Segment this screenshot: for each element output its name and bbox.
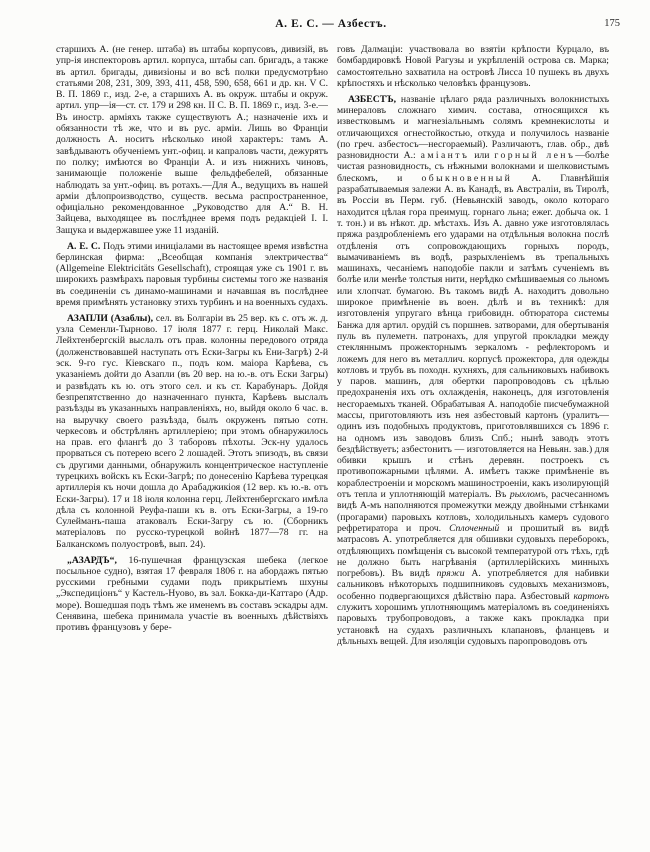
- article-azard-continuation: [337, 44, 609, 89]
- text-segment: говъ Далмаціи: участвовала во взятіи крѣпости Курцало, въ бомбардировкѣ Новой Рагузы и укрѣпленій острова св. Марка; самостоятельно захватила на островѣ Лисса 10 пушекъ въ двухъ крѣпостяхъ и нѣсколько человѣкъ французовъ.: [337, 44, 609, 89]
- text-segment: Подъ этими иниціалами въ настоящее время извѣстна берлинская фирма: „Всеобщая компанія электричества“ (Allgemeine Elektricitäts Gesellschaft), строящая уже съ 1901 г. въ широкихъ размѣрахъ паровыя турбины системы того же названія въ соединеніи съ динамо-машинами и начавшая въ послѣднее время примѣнять установку этихъ турбинъ и на военныхъ судахъ.: [56, 240, 328, 309]
- right-column: [337, 44, 609, 647]
- text-segment: старшихъ А. (не генер. штаба) въ штабы корпусовъ, дивизій, въ упр-ія инспекторовъ артил. корпуса, штабы сап. бригадъ, а также въ артил. бригады, дивизіоны и во всѣ полки предусмотрѣно статьями 208, 231, 309, 393, 411, 458, 590, 658, 661 и др. кн. V С. В. П. 1869 г., изд. 2-е, а старшихъ А. въ окруж. штабы и окруж. артил. упр—ія—ст. ст. 179 и 298 кн. II С. В. П. 1869 г., изд. 3-е.—Въ иностр. арміяхъ также существуютъ А.; назначеніе ихъ и обязанности тѣ же, что и въ рус. арміи. Лишь во Франціи должность А. носитъ нѣсколько иной характеръ: тамъ А. завѣдываютъ обученіемъ унт.-офиц. и капраловъ части, дежурятъ по полку; имѣются во Франціи А. и изъ нижнихъ чиновъ, занимающіе положеніе выше фельдфебелей, обязанные наблюдать за унт.-офиц. въ ротахъ.—Для А., ведущихъ въ нашей арміи дѣлопроизводство, существ. весьма распространенное, офиціально рекомендованное „Руководство для А.“ В. Н. Зайцева, выходящее въ послѣднее время подъ редакціей І. І. Защука и выдержавшее уже 11 изданій.: [56, 44, 328, 236]
- text-segment: горный ленъ: [494, 150, 576, 162]
- text-segment: обыкновенный: [421, 172, 513, 184]
- text-segment: картонъ: [573, 590, 609, 602]
- text-segment: служитъ хорошимъ уплотняющимъ матеріаломъ въ соединеніяхъ паровыхъ трубопроводовъ, а также какъ прокладка при установкѣ на судахъ различныхъ клапановъ, фланцевъ и дѣльныхъ вещей. Для изоляціи судовыхъ паропроводовъ отъ: [337, 602, 609, 647]
- headword: А. Е. С.: [67, 240, 101, 252]
- text-segment: и прошитый въ видѣ матрасовъ А. употребляется для обшивки судовыхъ переборокъ, отдѣляющихъ помѣщенія съ высокой температурой отъ тѣхъ, гдѣ не должно быть нагрѣванія (артиллерійскихъ минныхъ погребовъ). Въ видѣ: [337, 522, 609, 580]
- text-segment: рыхломъ: [509, 489, 546, 501]
- text-segment: А. употребляется для набивки сальниковъ нѣкоторыхъ подшипниковъ судовыхъ механизмовъ, особенно подвергающихся дѣйствію пара. Азбестовый: [337, 568, 609, 602]
- text-segment: или: [469, 150, 495, 162]
- text-segment: аміантъ: [420, 150, 470, 162]
- headword: „АЗАРДЪ“,: [67, 554, 117, 566]
- text-segment: А. Главнѣйшія разрабатываемыя залежи А. въ Канадѣ, въ Австраліи, въ Тиролѣ, въ Россіи въ Перм. губ. (Невьянскій заводъ, около котораго находится цѣлая гора преимущ. горнаго льна; ежег. добыча ок. 1 т. тон.) и въ нѣкот. др. мѣстахъ. Изъ А. давно уже изготовлялась пряжа раздробленіемъ его ударами на отдѣльныя волокна послѣ отдѣленія отъ сопровождающихъ горныхъ породъ, вымачиваніемъ въ водѣ, разрыхленіемъ въ трепальныхъ машинахъ, чесаніемъ наподобіе пакли и затѣмъ сученіемъ въ болѣе или менѣе толстыя нити, нерѣдко смѣшиваемыя со льномъ или хлопчат. бумагою. Въ такомъ видѣ А. находитъ довольно широкое примѣненіе въ воен. дѣлѣ и въ техникѣ: для изготовленія упругаго вѣнца грибовидн. обтюратора системы Банжа для артил. орудій съ поршнев. затворами, для обертыванія пуль въ пулеметн. патронахъ, для упругой прокладки между стекляннымъ прожекторнымъ зеркаломъ - рефлекторомъ и ложемъ для него въ металлич. корпусѣ прожектора, для одежды котловъ и трубъ въ походн. кухняхъ, для сальниковыхъ набивокъ у паров. машинъ, для обертки паропроводовъ съ цѣлью предохраненія ихъ отъ охлажденія, наконецъ, для изготовленія несгораемыхъ тканей. Обрабатывая А. наподобіе писчебумажной массы, приготовляютъ изъ нея азбестовый картонъ (уралитъ—одинъ изъ подобныхъ продуктовъ, приготовлявшихся съ 1896 г. на одномъ изъ заводовъ близъ Спб.; нынѣ заводъ этотъ бездѣйствуетъ; азбестонитъ — изготовляется на Невьян. зав.) для обивки крышъ и стѣнъ деревян. построекъ съ противопожарными цѣлями. А. имѣетъ также примѣненіе въ кораблестроеніи и морскомъ машиностроеніи, какъ изолирующій отъ тепла и уплотняющій матеріалъ. Въ: [337, 172, 610, 501]
- headword: АЗАПЛИ (Азаблы),: [67, 312, 153, 324]
- left-column: [56, 44, 328, 647]
- page-header: [56, 14, 620, 36]
- article-azard: [56, 555, 328, 634]
- article-auditors-continuation: [56, 44, 328, 236]
- text-segment: сел. въ Болгаріи въ 25 вер. къ с. отъ ж. д. узла Семенли-Тырново. 17 іюля 1877 г. герц. Николай Макс. Лейхтенбергскій выслалъ отъ прав. колонны передового отряда (долженствовавшей наступать отъ Ески-Загры къ Ени-Загрѣ) 2-й эск. 9-го гус. Кіевскаго п., подъ ком. маіора Карѣева, съ указаніемъ дойти до Азапли (въ 20 вер. на ю.-в. отъ Ески Загры) и развѣдать къ ю. отъ этого сел. и къ ст. Карабунаръ. Дойдя безпрепятственно до назначеннаго пункта, Карѣевъ выслалъ разъѣзды въ указанныхъ направленіяхъ, но, выйдя около 6 час. в. на выручку своего разъѣзда, былъ окруженъ пятью сотн. черкесовъ и обстрѣлянъ артиллеріею; при этомъ обнаружилось на прав. его флангѣ до 3 таборовъ пѣхоты. Эск-ну удалось прорваться съ потерею всего 2 лошадей. Этотъ эпизодъ, въ связи съ другими данными, обнаружилъ концентрическое наступленіе турецкихъ войскъ къ Ески-Загрѣ; по донесенію Карѣева турецкая артиллерія къ ночи дошла до Арабаджикіоя (12 вер. къ ю.-в. отъ Ески-Загры). 17 и 18 іюля колонна герц. Лейхтенбергскаго имѣла дѣла съ колонной Реуфа-паши къ в. отъ Ески-Загры, а 19-го Сулейманъ-паша атаковалъ Ески-Загру съ ю. (Сборникъ матеріаловъ по русско-турецкой войнѣ 1877—78 гг. на Балканскомъ полуостровѣ, вып. 24).: [56, 312, 328, 550]
- text-segment: , расчесанномъ видѣ А-мъ наполняются промежутки между двойными стѣнками (прогарами) паровыхъ котловъ, холодильныхъ камеръ судового рефретиратора и проч.: [337, 489, 609, 534]
- text-columns: [56, 44, 610, 647]
- article-azapli: [56, 313, 328, 550]
- page-number: 175: [604, 18, 620, 29]
- text-segment: 16-пушечная французская шебека (легкое посыльное судно), взятая 17 февраля 1806 г. на абордажъ пятью русскими гребными судами подъ прикрытіемъ шхуны „Экспедиціонъ“ у Кастель-Нуово, въ зал. Бокка-ди-Каттаро (Адр. море). Вошедшая подъ тѣмъ же именемъ въ составъ эскадры адм. Сенявина, шебека принимала участіе въ военныхъ дѣйствіяхъ противъ французовъ у бере-: [56, 554, 328, 634]
- running-head-title: А. Е. С. — Азбестъ.: [275, 18, 387, 30]
- text-segment: —болѣе чистая разновидность, съ нѣжными волокнами и шелковистымъ блескомъ, и: [337, 150, 610, 184]
- article-azbest: [337, 94, 609, 648]
- article-a-e-c: [56, 241, 328, 309]
- headword: АЗБЕСТЪ,: [348, 93, 397, 105]
- text-segment: Сплоченный: [449, 522, 500, 534]
- text-segment: пряжи: [436, 568, 465, 580]
- text-segment: названіе цѣлаго ряда различныхъ волокнистыхъ минераловъ сложнаго химич. состава, относящихся къ известковымъ и магнезіальнымъ солямъ кремнекислоты и отличающихся огнестойкостью, откуда и получилось названіе (по греч. азбестосъ—несгораемый). Различаютъ, глав. обр., двѣ разновидности А.:: [337, 93, 609, 162]
